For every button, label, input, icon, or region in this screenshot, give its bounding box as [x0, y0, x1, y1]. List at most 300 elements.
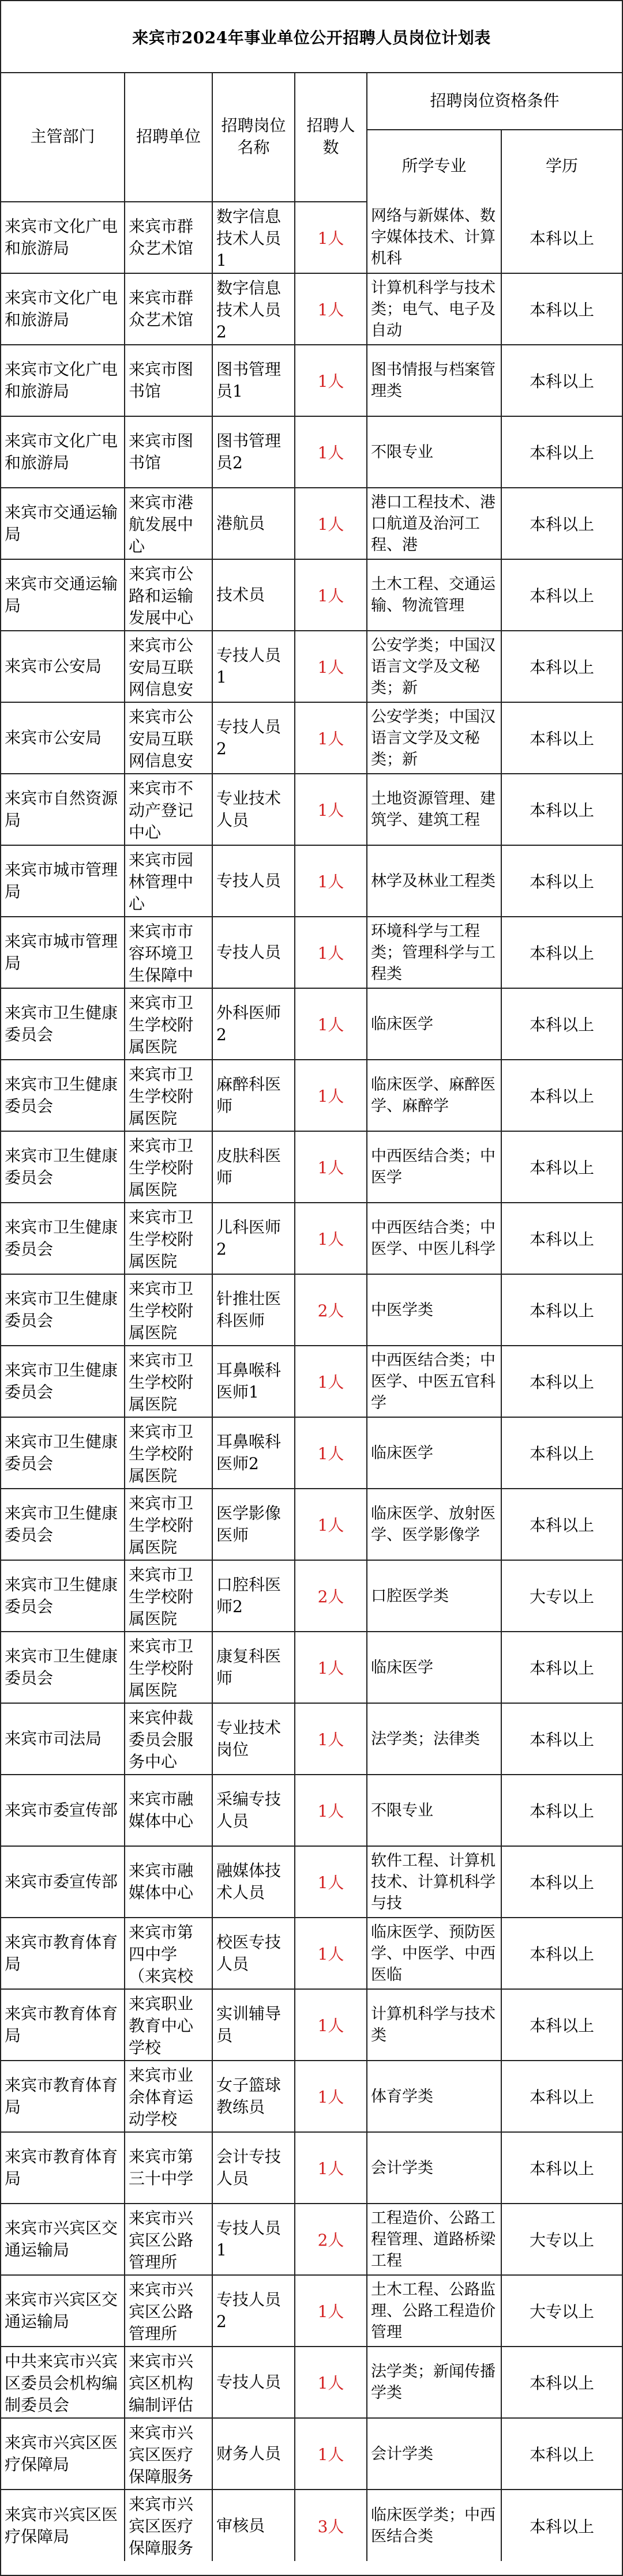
- cell-unit-text: 来宾市不动产登记中心: [129, 778, 194, 842]
- cell-major-text: 法学类；法律类: [371, 1730, 480, 1748]
- cell-dept-text: 来宾市交通运输局: [5, 503, 118, 544]
- cell-count: [295, 1989, 367, 2061]
- cell-count-text: 1人: [317, 1730, 344, 1749]
- cell-education-text: 本科以上: [530, 1659, 595, 1678]
- cell-position: [212, 1560, 295, 1632]
- cell-position-text: 专技人员: [216, 871, 282, 890]
- cell-dept-text: 来宾市兴宾区交通运输局: [5, 2290, 118, 2331]
- cell-education: [501, 488, 622, 559]
- cell-unit-text: 来宾市兴宾区公路管理所: [129, 2208, 194, 2272]
- cell-unit: [125, 1203, 212, 1274]
- table-row: [1, 1489, 622, 1560]
- cell-count: [295, 2418, 367, 2490]
- cell-major-text: 港口工程技术、港口航道及治河工程、港: [371, 493, 496, 554]
- cell-education-text: 本科以上: [530, 586, 595, 605]
- table-row: [1, 2275, 622, 2347]
- cell-dept-text: 来宾市兴宾区医疗保障局: [5, 2433, 118, 2474]
- cell-position: [212, 2061, 295, 2132]
- cell-dept: [1, 1560, 125, 1632]
- cell-unit-text: 来宾市业余体育运动学校: [129, 2065, 194, 2129]
- cell-unit-text: 来宾市图书馆: [129, 360, 194, 401]
- cell-major-text: 土木工程、公路监理、公路工程造价管理: [371, 2280, 496, 2341]
- cell-education: [501, 1918, 622, 1989]
- cell-dept-text: 来宾市公安局: [5, 657, 102, 676]
- cell-position: [212, 774, 295, 845]
- cell-dept: [1, 1346, 125, 1417]
- cell-major: [367, 416, 501, 488]
- table-row: [1, 2132, 622, 2204]
- cell-major: [367, 1632, 501, 1703]
- cell-education-text: 本科以上: [530, 2517, 595, 2536]
- cell-education: [501, 202, 622, 273]
- cell-dept: [1, 1131, 125, 1203]
- cell-count-text: 1人: [317, 1802, 344, 1821]
- cell-position-text: 技术员: [216, 585, 265, 604]
- cell-count: [295, 988, 367, 1060]
- cell-major: [367, 1918, 501, 1989]
- cell-position-text: 康复科医师: [216, 1647, 282, 1688]
- cell-education: [501, 845, 622, 917]
- cell-unit-text: 来宾市图书馆: [129, 431, 194, 472]
- cell-count: [295, 345, 367, 416]
- cell-unit-text: 来宾市卫生学校附属医院: [129, 993, 194, 1056]
- cell-unit: [125, 1417, 212, 1489]
- cell-position: [212, 1203, 295, 1274]
- cell-unit-text: 来宾市兴宾区公路管理所: [129, 2280, 194, 2343]
- cell-major-text: 环境科学与工程类；管理科学与工程类: [371, 922, 496, 983]
- cell-education-text: 本科以上: [530, 1444, 595, 1463]
- cell-major: [367, 1989, 501, 2061]
- cell-major-text: 工程造价、公路工程管理、道路桥梁工程: [371, 2209, 496, 2270]
- cell-position-text: 麻醉科医师: [216, 1075, 282, 1116]
- cell-major-text: 不限专业: [371, 443, 433, 461]
- cell-major-text: 土木工程、交通运输、物流管理: [371, 575, 496, 615]
- cell-education-text: 本科以上: [530, 944, 595, 963]
- cell-count: [295, 1775, 367, 1846]
- cell-position: [212, 488, 295, 559]
- cell-unit: [125, 273, 212, 345]
- cell-major: [367, 1560, 501, 1632]
- cell-education: [501, 1346, 622, 1417]
- cell-education: [501, 1274, 622, 1346]
- cell-major: [367, 988, 501, 1060]
- cell-dept: [1, 702, 125, 774]
- cell-position-text: 专技人员: [216, 943, 282, 962]
- cell-unit: [125, 2132, 212, 2204]
- cell-education: [501, 1560, 622, 1632]
- cell-position-text: 针推壮医科医师: [216, 1289, 282, 1330]
- cell-position: [212, 345, 295, 416]
- cell-dept-text: 来宾市教育体育局: [5, 2076, 118, 2116]
- cell-count-text: 1人: [317, 300, 344, 319]
- cell-position-text: 图书管理员2: [216, 431, 282, 472]
- cell-dept-text: 来宾市委宣传部: [5, 1872, 118, 1891]
- cell-education: [501, 1131, 622, 1203]
- table-row: [1, 488, 622, 559]
- cell-education: [501, 1417, 622, 1489]
- cell-major-text: 网络与新媒体、数字媒体技术、计算机科: [371, 207, 496, 268]
- cell-count: [295, 2061, 367, 2132]
- cell-major-text: 公安学类；中国汉语言文学及文秘类；新: [371, 707, 496, 769]
- header-count: 招聘人数: [295, 72, 367, 202]
- cell-count-text: 1人: [317, 729, 344, 748]
- cell-count-text: 1人: [317, 801, 344, 820]
- cell-count-text: 2人: [317, 2231, 344, 2250]
- cell-unit: [125, 2204, 212, 2275]
- cell-unit-text: 来宾市卫生学校附属医院: [129, 1064, 194, 1128]
- table-row: [1, 845, 622, 917]
- cell-dept-text: 来宾市自然资源局: [5, 789, 118, 830]
- cell-unit: [125, 1775, 212, 1846]
- cell-dept: [1, 2490, 125, 2561]
- cell-position: [212, 2418, 295, 2490]
- cell-education: [501, 2061, 622, 2132]
- cell-dept-text: 来宾市教育体育局: [5, 2004, 118, 2045]
- cell-position-text: 融媒体技术人员: [216, 1861, 282, 1902]
- cell-major: [367, 1775, 501, 1846]
- cell-major: [367, 1417, 501, 1489]
- cell-major: [367, 1131, 501, 1203]
- cell-position-text: 女子篮球教练员: [216, 2076, 282, 2116]
- cell-position-text: 专技人员1: [216, 2219, 282, 2259]
- cell-unit: [125, 1274, 212, 1346]
- cell-major-text: 临床医学、预防医学、中医学、中西医临: [371, 1923, 496, 1984]
- cell-unit-text: 来宾市港航发展中心: [129, 492, 194, 556]
- cell-education: [501, 631, 622, 702]
- cell-count-text: 1人: [317, 2302, 344, 2321]
- cell-education-text: 本科以上: [530, 1730, 595, 1749]
- cell-count: [295, 1060, 367, 1131]
- cell-dept: [1, 202, 125, 273]
- cell-major: [367, 1703, 501, 1775]
- cell-major: [367, 345, 501, 416]
- table-row: [1, 1560, 622, 1632]
- cell-count-text: 1人: [317, 2374, 344, 2393]
- cell-position: [212, 1846, 295, 1918]
- cell-unit: [125, 702, 212, 774]
- cell-unit: [125, 1489, 212, 1560]
- cell-position: [212, 1632, 295, 1703]
- cell-unit: [125, 631, 212, 702]
- cell-major: [367, 917, 501, 988]
- cell-count: [295, 1632, 367, 1703]
- cell-major-text: 会计学类: [371, 2159, 433, 2177]
- cell-dept-text: 来宾市委宣传部: [5, 1801, 118, 1820]
- cell-dept-text: 来宾市教育体育局: [5, 1933, 118, 1974]
- cell-education: [501, 917, 622, 988]
- cell-education-text: 本科以上: [530, 443, 595, 462]
- cell-education: [501, 1775, 622, 1846]
- table-row: [1, 1989, 622, 2061]
- cell-dept-text: 来宾市公安局: [5, 728, 102, 747]
- cell-major-text: 公安学类；中国汉语言文学及文秘类；新: [371, 636, 496, 697]
- cell-position: [212, 1489, 295, 1560]
- cell-count: [295, 1346, 367, 1417]
- cell-education-text: 本科以上: [530, 2016, 595, 2035]
- cell-unit-text: 来宾市卫生学校附属医院: [129, 1350, 194, 1414]
- cell-position: [212, 1775, 295, 1846]
- cell-dept-text: 来宾市卫生健康委员会: [5, 1146, 118, 1187]
- cell-count: [295, 702, 367, 774]
- cell-position: [212, 631, 295, 702]
- cell-education-text: 大专以上: [530, 2302, 595, 2321]
- cell-position: [212, 1989, 295, 2061]
- cell-dept-text: 来宾市卫生健康委员会: [5, 1075, 118, 1116]
- cell-position-text: 医学影像医师: [216, 1504, 282, 1545]
- cell-major: [367, 2490, 501, 2561]
- cell-unit-text: 来宾市卫生学校附属医院: [129, 1422, 194, 1485]
- cell-unit: [125, 345, 212, 416]
- cell-major-text: 临床医学: [371, 1015, 433, 1033]
- cell-position: [212, 1703, 295, 1775]
- cell-unit-text: 来宾市卫生学校附属医院: [129, 1636, 194, 1700]
- table-row: [1, 273, 622, 345]
- cell-dept-text: 来宾市卫生健康委员会: [5, 1647, 118, 1688]
- cell-major: [367, 273, 501, 345]
- cell-position-text: 外科医师2: [216, 1003, 282, 1044]
- cell-unit: [125, 1632, 212, 1703]
- cell-unit-text: 来宾市公路和运输发展中心: [129, 564, 194, 627]
- cell-unit-text: 来宾市第四中学（来宾校: [129, 1922, 194, 1986]
- cell-position-text: 数字信息技术人员2: [216, 278, 282, 341]
- cell-count-text: 1人: [317, 1015, 344, 1034]
- table-row: [1, 1846, 622, 1918]
- table-row: [1, 1775, 622, 1846]
- table-row: [1, 1918, 622, 1989]
- cell-position-text: 校医专技人员: [216, 1933, 282, 1974]
- cell-position: [212, 2132, 295, 2204]
- cell-count-text: 1人: [317, 229, 344, 248]
- cell-dept: [1, 988, 125, 1060]
- cell-education: [501, 2490, 622, 2561]
- cell-unit: [125, 1918, 212, 1989]
- cell-major-text: 软件工程、计算机技术、计算机科学与技: [371, 1851, 496, 1912]
- cell-education-text: 本科以上: [530, 1873, 595, 1892]
- cell-major-text: 计算机科学与技术类: [371, 2005, 496, 2044]
- cell-education-text: 本科以上: [530, 1945, 595, 1964]
- cell-dept: [1, 2275, 125, 2347]
- cell-position-text: 财务人员: [216, 2444, 282, 2463]
- cell-major: [367, 2418, 501, 2490]
- cell-position: [212, 845, 295, 917]
- table-row: [1, 1632, 622, 1703]
- cell-education: [501, 1489, 622, 1560]
- cell-unit-text: 来宾市卫生学校附属医院: [129, 1207, 194, 1271]
- cell-dept: [1, 273, 125, 345]
- cell-unit: [125, 1989, 212, 2061]
- cell-major: [367, 1346, 501, 1417]
- cell-count-text: 1人: [317, 1087, 344, 1106]
- cell-unit-text: 来宾市公安局互联网信息安: [129, 707, 194, 770]
- cell-position: [212, 702, 295, 774]
- cell-major-text: 临床医学: [371, 1444, 433, 1462]
- cell-education: [501, 1203, 622, 1274]
- cell-count: [295, 1703, 367, 1775]
- cell-major: [367, 845, 501, 917]
- cell-dept: [1, 1632, 125, 1703]
- cell-count: [295, 631, 367, 702]
- table-row: [1, 2061, 622, 2132]
- cell-position-text: 采编专技人员: [216, 1790, 282, 1831]
- cell-unit: [125, 1703, 212, 1775]
- cell-dept: [1, 559, 125, 631]
- table-row: [1, 1417, 622, 1489]
- cell-position: [212, 559, 295, 631]
- cell-education: [501, 702, 622, 774]
- cell-education: [501, 1846, 622, 1918]
- cell-unit: [125, 1060, 212, 1131]
- header-unit: 招聘单位: [125, 72, 212, 202]
- cell-position-text: 专技人员: [216, 2372, 282, 2392]
- cell-unit-text: 来宾市卫生学校附属医院: [129, 1279, 194, 1342]
- cell-position-text: 图书管理员1: [216, 360, 282, 401]
- cell-position: [212, 1131, 295, 1203]
- cell-count-text: 2人: [317, 1301, 344, 1320]
- cell-major: [367, 2204, 501, 2275]
- cell-education: [501, 988, 622, 1060]
- cell-education-text: 大专以上: [530, 1587, 595, 1606]
- cell-education-text: 本科以上: [530, 372, 595, 391]
- cell-unit: [125, 988, 212, 1060]
- header-education: 学历: [501, 130, 622, 202]
- cell-count-text: 1人: [317, 1373, 344, 1392]
- cell-dept: [1, 2204, 125, 2275]
- cell-unit: [125, 774, 212, 845]
- cell-position-text: 审核员: [216, 2515, 265, 2535]
- cell-education-text: 本科以上: [530, 658, 595, 677]
- cell-count-text: 1人: [317, 1158, 344, 1177]
- cell-major-text: 临床医学、放射医学、医学影像学: [371, 1505, 496, 1544]
- cell-position: [212, 1417, 295, 1489]
- table-row: [1, 631, 622, 702]
- cell-education: [501, 345, 622, 416]
- cell-position: [212, 2275, 295, 2347]
- cell-dept: [1, 2061, 125, 2132]
- cell-major: [367, 1489, 501, 1560]
- cell-unit-text: 来宾职业教育中心学校: [129, 1994, 194, 2057]
- cell-position-text: 儿科医师2: [216, 1218, 282, 1259]
- cell-major: [367, 1203, 501, 1274]
- cell-major: [367, 559, 501, 631]
- cell-count-text: 1人: [317, 372, 344, 391]
- position-plan-table: [1, 72, 622, 2561]
- cell-education: [501, 2132, 622, 2204]
- cell-major-text: 会计学类: [371, 2445, 433, 2463]
- cell-education-text: 本科以上: [530, 1087, 595, 1106]
- cell-count-text: 1人: [317, 872, 344, 891]
- cell-unit-text: 来宾市卫生学校附属医院: [129, 1565, 194, 1628]
- header-position: 招聘岗位名称: [212, 72, 295, 202]
- cell-education: [501, 1703, 622, 1775]
- table-row: [1, 2347, 622, 2418]
- cell-count-text: 1人: [317, 2088, 344, 2107]
- table-row: [1, 345, 622, 416]
- cell-position-text: 会计专技人员: [216, 2147, 282, 2188]
- cell-unit-text: 来宾市卫生学校附属医院: [129, 1136, 194, 1199]
- cell-unit: [125, 559, 212, 631]
- header-dept: 主管部门: [1, 72, 125, 202]
- cell-education: [501, 416, 622, 488]
- cell-major-text: 中西医结合类；中医学、中医儿科学: [371, 1219, 496, 1258]
- cell-count: [295, 2204, 367, 2275]
- cell-count-text: 1人: [317, 1230, 344, 1249]
- cell-dept-text: 来宾市兴宾区医疗保障局: [5, 2505, 118, 2546]
- cell-unit: [125, 1131, 212, 1203]
- cell-position-text: 专技人员2: [216, 717, 282, 758]
- cell-major-text: 中西医结合类；中医学: [371, 1147, 496, 1187]
- cell-dept: [1, 1846, 125, 1918]
- cell-dept-text: 来宾市卫生健康委员会: [5, 1432, 118, 1473]
- cell-unit: [125, 845, 212, 917]
- cell-education: [501, 1632, 622, 1703]
- cell-dept: [1, 1489, 125, 1560]
- table-row: [1, 774, 622, 845]
- cell-dept: [1, 1918, 125, 1989]
- cell-dept-text: 来宾市卫生健康委员会: [5, 1575, 118, 1616]
- cell-count-text: 1人: [317, 944, 344, 963]
- cell-dept: [1, 2347, 125, 2418]
- table-row: [1, 988, 622, 1060]
- cell-unit-text: 来宾市兴宾区机构编制评估: [129, 2351, 194, 2415]
- cell-position-text: 耳鼻喉科医师2: [216, 1432, 282, 1473]
- cell-education: [501, 1060, 622, 1131]
- cell-major-text: 临床医学、麻醉医学、麻醉学: [371, 1076, 496, 1115]
- cell-count-text: 2人: [317, 1587, 344, 1606]
- cell-count: [295, 1846, 367, 1918]
- table-row: [1, 2204, 622, 2275]
- cell-position: [212, 2490, 295, 2561]
- cell-unit: [125, 2490, 212, 2561]
- cell-position: [212, 1918, 295, 1989]
- cell-unit-text: 来宾市卫生学校附属医院: [129, 1493, 194, 1557]
- cell-dept: [1, 1203, 125, 1274]
- cell-count-text: 1人: [317, 443, 344, 462]
- cell-education: [501, 2204, 622, 2275]
- cell-count-text: 1人: [317, 658, 344, 677]
- cell-dept: [1, 1703, 125, 1775]
- cell-unit: [125, 2275, 212, 2347]
- cell-position: [212, 202, 295, 273]
- cell-position: [212, 273, 295, 345]
- cell-education-text: 本科以上: [530, 1158, 595, 1177]
- cell-major: [367, 2275, 501, 2347]
- cell-major-text: 体育学类: [371, 2087, 433, 2106]
- cell-dept: [1, 416, 125, 488]
- cell-education-text: 本科以上: [530, 801, 595, 820]
- cell-education: [501, 774, 622, 845]
- table-row: [1, 1131, 622, 1203]
- cell-dept-text: 来宾市卫生健康委员会: [5, 1003, 118, 1044]
- cell-position: [212, 2347, 295, 2418]
- cell-unit-text: 来宾市市容环境卫生保障中: [129, 921, 194, 985]
- cell-major-text: 计算机科学与技术类；电气、电子及自动: [371, 278, 496, 340]
- cell-unit-text: 来宾仲裁委员会服务中心: [129, 1708, 194, 1771]
- table-body: [1, 202, 622, 2561]
- cell-education-text: 本科以上: [530, 2374, 595, 2393]
- cell-unit: [125, 202, 212, 273]
- cell-dept-text: 来宾市文化广电和旅游局: [5, 288, 118, 329]
- cell-dept: [1, 1274, 125, 1346]
- cell-dept: [1, 631, 125, 702]
- cell-major: [367, 2061, 501, 2132]
- cell-count-text: 1人: [317, 2016, 344, 2035]
- cell-unit: [125, 1346, 212, 1417]
- cell-education-text: 本科以上: [530, 2159, 595, 2178]
- cell-education: [501, 1989, 622, 2061]
- cell-dept-text: 来宾市兴宾区交通运输局: [5, 2219, 118, 2259]
- cell-education-text: 本科以上: [530, 1802, 595, 1821]
- cell-dept: [1, 488, 125, 559]
